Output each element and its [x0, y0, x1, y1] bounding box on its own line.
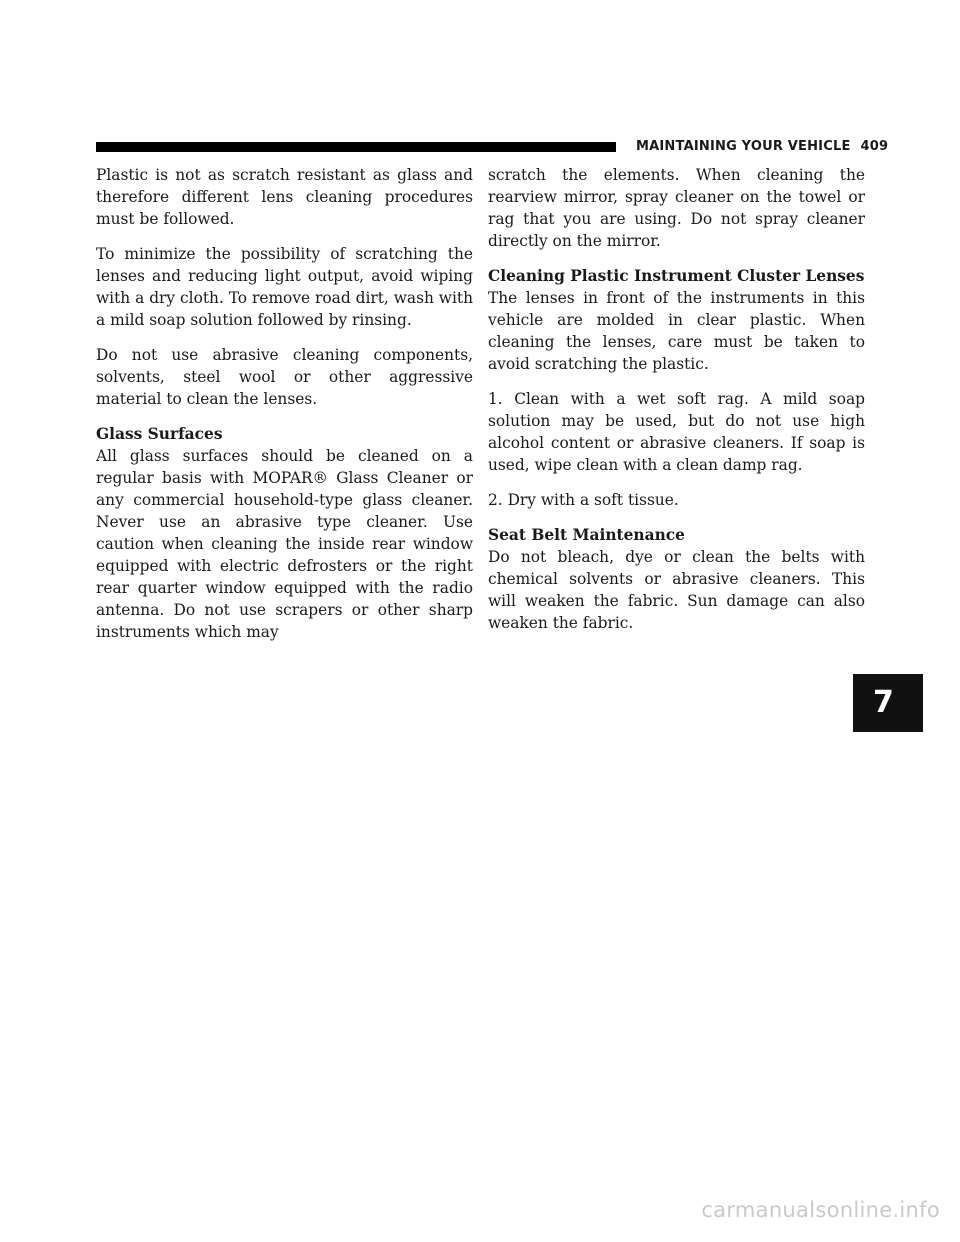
heading-seat-belt: Seat Belt Maintenance	[488, 526, 685, 544]
heading-cluster-lenses: Cleaning Plastic Instrument Cluster Lenses	[488, 267, 865, 285]
chapter-tab: 7	[853, 674, 923, 732]
paragraph-plastic-resistance: Plastic is not as scratch resistant as glass and therefore different lens cleaning procedures must be followed.	[96, 166, 473, 228]
step-2: 2. Dry with a soft tissue.	[488, 491, 679, 509]
watermark: carmanualsonline.info	[701, 1198, 940, 1222]
right-column	[488, 164, 865, 647]
paragraph-seat-belt: Do not bleach, dye or clean the belts with chemical solvents or abrasive cleaners. This will weaken the fabric. Sun damage can also weaken the fabric.	[488, 548, 865, 632]
paragraph-continuation: scratch the elements. When cleaning the rearview mirror, spray cleaner on the towel or rag that you are using. Do not spray cleaner directly on the mirror.	[488, 166, 865, 250]
heading-glass-surfaces: Glass Surfaces	[96, 425, 223, 443]
running-header	[636, 139, 888, 154]
paragraph-minimize-scratching: To minimize the possibility of scratching the lenses and reducing light output, avoid wiping with a dry cloth. To remove road dirt, wash with a mild soap solution followed by rinsing.	[96, 245, 473, 329]
left-column	[96, 164, 473, 656]
paragraph-no-abrasive: Do not use abrasive cleaning components, solvents, steel wool or other aggressive material to clean the lenses.	[96, 346, 473, 408]
page-number: 409	[860, 139, 889, 154]
paragraph-cluster-lenses: The lenses in front of the instruments in this vehicle are molded in clear plastic. When cleaning the lenses, care must be taken to avoid scratching the plastic.	[488, 289, 865, 373]
header-rule	[96, 142, 616, 152]
step-1: 1. Clean with a wet soft rag. A mild soap solution may be used, but do not use high alcohol content or abrasive cleaners. If soap is used, wipe clean with a clean damp rag.	[488, 390, 865, 474]
paragraph-glass-surfaces: All glass surfaces should be cleaned on a regular basis with MOPAR® Glass Cleaner or any commercial household-type glass cleaner. Never use an abrasive type cleaner. Use caution when cleaning the inside rear window equipped with electric defrosters or the right rear quarter window equipped with the radio antenna. Do not use scrapers or other sharp instruments which may	[96, 447, 473, 641]
section-title: MAINTAINING YOUR VEHICLE	[636, 139, 851, 154]
